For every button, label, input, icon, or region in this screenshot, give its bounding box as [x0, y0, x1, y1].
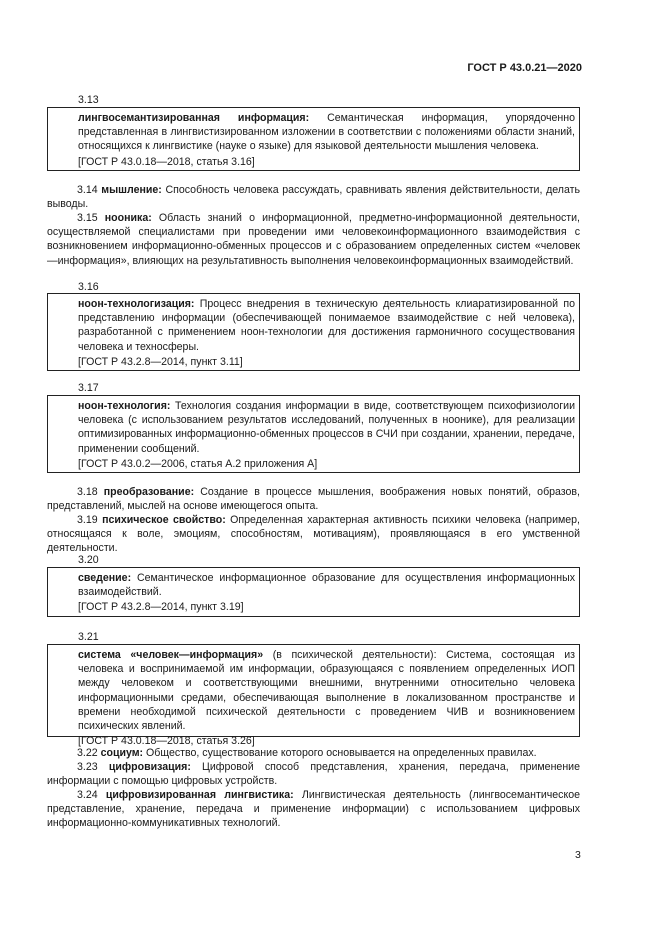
definition: Цифровой способ представления, хранения, передача, применение информации с помощью цифровых устройств.: [47, 761, 580, 788]
page-number: 3: [575, 849, 581, 861]
source-reference: [ГОСТ Р 43.2.8—2014, пункт 3.19]: [78, 601, 244, 614]
clause-3-22: [47, 746, 580, 760]
term: ноон-технология:: [78, 400, 171, 412]
term: цифровизация:: [108, 761, 191, 773]
definition-box-3-13: [47, 107, 580, 171]
definition: Создание в процессе мышления, воображения новых понятий, образов, представлений, мыслей на основе имеющегося опыта.: [47, 486, 581, 513]
source-reference: [ГОСТ Р 43.0.18—2018, статья 3.16]: [78, 155, 255, 168]
term: психическое свойство:: [102, 514, 226, 526]
source-reference: [ГОСТ Р 43.0.18—2018, статья 3.26]: [78, 735, 255, 748]
source-reference: [ГОСТ Р 43.0.2—2006, статья А.2 приложения А]: [78, 457, 318, 470]
clause-number-3-17: 3.17: [78, 382, 99, 394]
definition: Лингвистическая деятельность (лингвосемантическое представление, хранение, передача и применение информации) с использованием цифровых информационно-коммуникативных технологий.: [47, 789, 580, 830]
term: лингвосемантизированная информация:: [78, 112, 310, 124]
clause-number: 3.22: [77, 747, 98, 759]
source-reference: [ГОСТ Р 43.2.8—2014, пункт 3.11]: [78, 355, 243, 368]
definition-box-3-17: [47, 395, 580, 473]
document-id: ГОСТ Р 43.0.21—2020: [467, 62, 582, 74]
term: нооника:: [104, 212, 152, 224]
term: система «человек—информация»: [78, 649, 264, 661]
clause-3-19: [47, 513, 580, 556]
definition-box-3-16: [47, 293, 580, 371]
clause-3-15: [47, 211, 580, 268]
definition: Технология создания информации в виде, соответствующем психофизиологии человека (с использованием результатов исследований, полученных в ноонике), для реализации оптимизированных информационно-обменных процессов в СЧИ при создании, хранении, передаче, применении сообщений.: [78, 400, 575, 455]
definition-box-3-20: [47, 567, 580, 617]
clause-3-23: [47, 760, 580, 788]
clause-number-3-20: 3.20: [78, 554, 99, 566]
clause-number: 3.24: [77, 789, 98, 801]
definition-text: [78, 399, 575, 456]
definition: (в психической деятельности): Система, состоящая из человека и воспринимаемой им информации, образующаяся с появлением определенных ИОП между человеком и соответствующими внешними, внутренними относительно человека информационными средами, обеспечивающая выполнение в локализованном пространстве и времени необходимой психической деятельности с проведением ЧИВ и возникновением психических явлений.: [78, 649, 575, 733]
definition: Способность человека рассуждать, сравнивать явления действительности, делать выводы.: [47, 184, 581, 211]
definition-box-3-21: [47, 644, 580, 748]
clause-number: 3.14: [77, 184, 98, 196]
definition-text: [78, 648, 575, 733]
clause-number-3-13: 3.13: [78, 94, 99, 106]
term: сведение:: [78, 572, 132, 584]
clause-number: 3.23: [77, 761, 98, 773]
clause-number: 3.15: [77, 212, 98, 224]
definition-text: [78, 297, 575, 354]
definition: Семантическая информация, упорядоченно представленная в лингвистизированном изложении в соответствии с положениями области знаний, относящихся к лингвистике (науке о языке) для языковой деятельности мышления человека.: [78, 112, 575, 153]
definition: Определенная характерная активность психики человека (например, относящаяся к воле, эмоциям, способностям, мотивациям), проявляющаяся в его умственной деятельности.: [47, 514, 580, 555]
definition: Область знаний о информационной, предметно-информационной деятельности, осуществляемой специалистами при проведении ими человекоинформационного взаимодействия с возникновением информационно-обменных процессов и с образованием определенных систем «человек—информация», влияющих на результативность выполнения человекоинформационных взаимодействий.: [47, 212, 580, 267]
term: преобразование:: [103, 486, 195, 498]
clause-3-18: [47, 485, 580, 513]
clause-number: 3.19: [77, 514, 98, 526]
clause-number-3-16: 3.16: [78, 281, 99, 293]
clause-3-24: [47, 788, 580, 831]
clause-number-3-21: 3.21: [78, 631, 99, 643]
definition-text: [78, 111, 575, 154]
term: ноон-технологизация:: [78, 298, 195, 310]
definition: Процесс внедрения в техническую деятельность клиаратизированной по представлению информации (обеспечивающей понимаемое взаимодействие с ней человека), разработанной с применением ноон-технологии для достижения гармоничного сосуществования человека и техносферы.: [78, 298, 575, 353]
definition: Семантическое информационное образование для осуществления информационных взаимодействий.: [78, 572, 575, 599]
term: цифровизированная лингвистика:: [105, 789, 294, 801]
clause-3-14: [47, 183, 580, 211]
term: мышление:: [101, 184, 162, 196]
definition-text: [78, 571, 575, 599]
term: социум:: [100, 747, 144, 759]
clause-number: 3.18: [77, 486, 98, 498]
definition: Общество, существование которого основывается на определенных правилах.: [143, 747, 537, 759]
